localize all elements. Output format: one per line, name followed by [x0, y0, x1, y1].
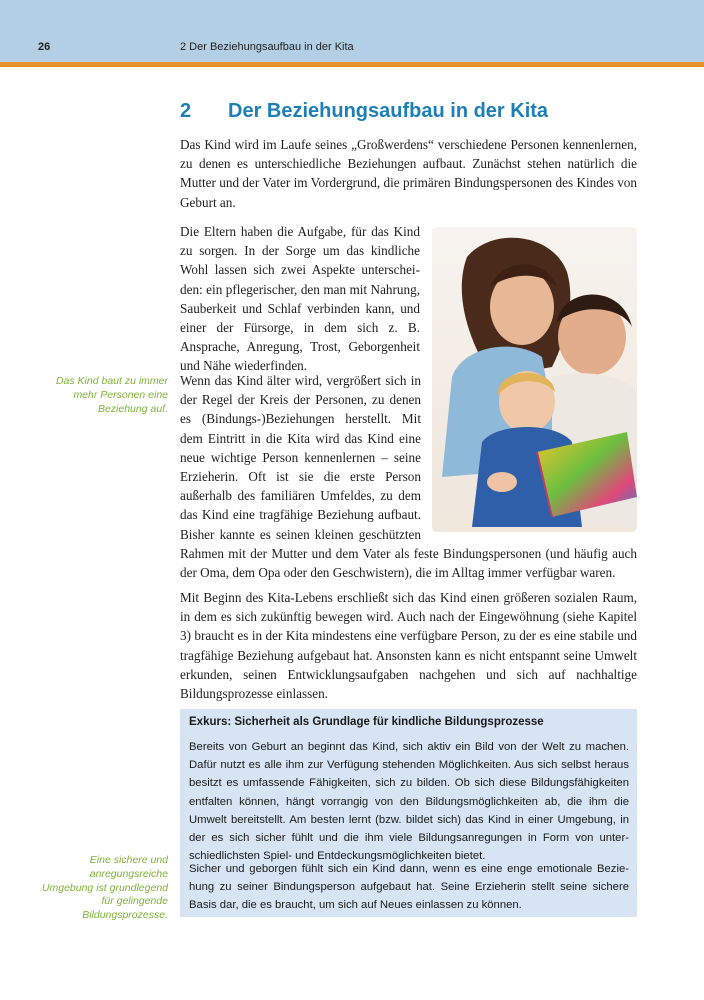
family-reading-photo	[432, 227, 637, 532]
paragraph-parents: Die Eltern haben die Aufgabe, für das Kind zu sorgen. In der Sorge um das kindliche Wohl lassen sich zwei Aspekte unterscheiden: ein pflegerischer, den man mit Nahrung, Sauberkeit und Schlaf verbinden kann, und einer der Fürsorge, in dem sich z. B. Ansprache, Anregung, Trost, Geborgenheit und Nähe wiederfinden.	[180, 224, 420, 374]
excursus-title: Exkurs: Sicherheit als Grundlage für kindliche Bildungsprozesse	[189, 716, 544, 728]
running-head: 2 Der Beziehungsaufbau in der Kita	[180, 41, 354, 53]
excursus-paragraph: Bereits von Geburt an beginnt das Kind, sich aktiv ein Bild von der Welt zu machen. Dafür nutzt es alle ihm zur Verfügung stehenden Möglichkeiten. Aus sich selbst heraus besitzt es umfassende Fähigkeiten, sich zu bilden. Ob sich diese Bildungsfähigkeiten entfalten können, hängt vorrangig von den Bildungsmöglichkeiten ab, die ihm die Umwelt bereitstellt. Am besten lernt (bzw. bildet sich) das Kind in einer Umgebung, in der es sich sicher fühlt und die ihm viele Bildungsanregungen in Form von unterschiedlichsten Spiel- und Entdeckungsmöglichkeiten bietet.	[189, 741, 629, 863]
family-reading-illustration	[432, 227, 637, 532]
chapter-title-text: Der Beziehungsaufbau in der Kita	[228, 100, 549, 122]
paragraph-intro: Das Kind wird im Laufe seines „Großwerdens“ verschiedene Personen kennenlernen, zu denen es unterschiedliche Beziehungen aufbaut. Zunächst stehen natürlich die Mutter und der Vater im Vordergrund, die primären Bindungspersonen des Kindes von Geburt an.	[180, 137, 637, 210]
margin-note-environment: Eine sichere und anregungsreiche Umgebung ist grundlegend für gelingende Bildungsprozesse.	[41, 854, 168, 922]
excursus-paragraph: Sicher und geborgen fühlt sich ein Kind dann, wenn es eine enge emotionale Beziehung zu seiner Bindungsperson aufgebaut hat. Seine Erzieherin stellt seine sichere Basis dar, die es braucht, um sich auf Neues einlassen zu können.	[189, 863, 629, 912]
chapter-title	[180, 100, 548, 123]
paragraph-kita-entry-text: Wenn das Kind älter wird, vergrößert sich in der Regel der Kreis der Personen, zu denen es (Bindungs-)Beziehungen herstellt. Mit dem Eintritt in die Kita wird das Kind eine neue wichtige Person kennenlernen – seine Erzieherin. Oft ist sie die erste Person außerhalb des familiären Umfeldes, zu dem das Kind eine tragfähige Beziehung aufbaut. Bisher kannte es seinen kleinen geschützten Rahmen mit der Mutter und dem Vater als feste Bindungspersonen (und häufig auch der Oma, dem Opa oder den Geschwistern), die im Alltag immer verfügbar waren.	[180, 373, 637, 581]
margin-note-relationships: Das Kind baut zu immer mehr Personen eine Beziehung auf.	[55, 375, 168, 415]
excursus-box	[180, 709, 637, 917]
page-number: 26	[38, 41, 51, 53]
header-rule	[0, 62, 704, 67]
paragraph-social-space: Mit Beginn des Kita-Lebens erschließt sich das Kind einen größeren sozialen Raum, in dem es sich zukünftig bewegen wird. Auch nach der Eingewöhnung (siehe Kapitel 3) braucht es in der Kita mindestens eine verfügbare Person, zu der es eine stabile und tragfähige Beziehung aufgebaut hat. Ansonsten kann es nicht entspannt seine Umwelt erkunden, seinen Entwicklungsaufgaben nachgehen und sich auf nachhaltige Bildungsprozesse einlassen.	[180, 590, 637, 702]
chapter-number: 2	[180, 100, 192, 122]
